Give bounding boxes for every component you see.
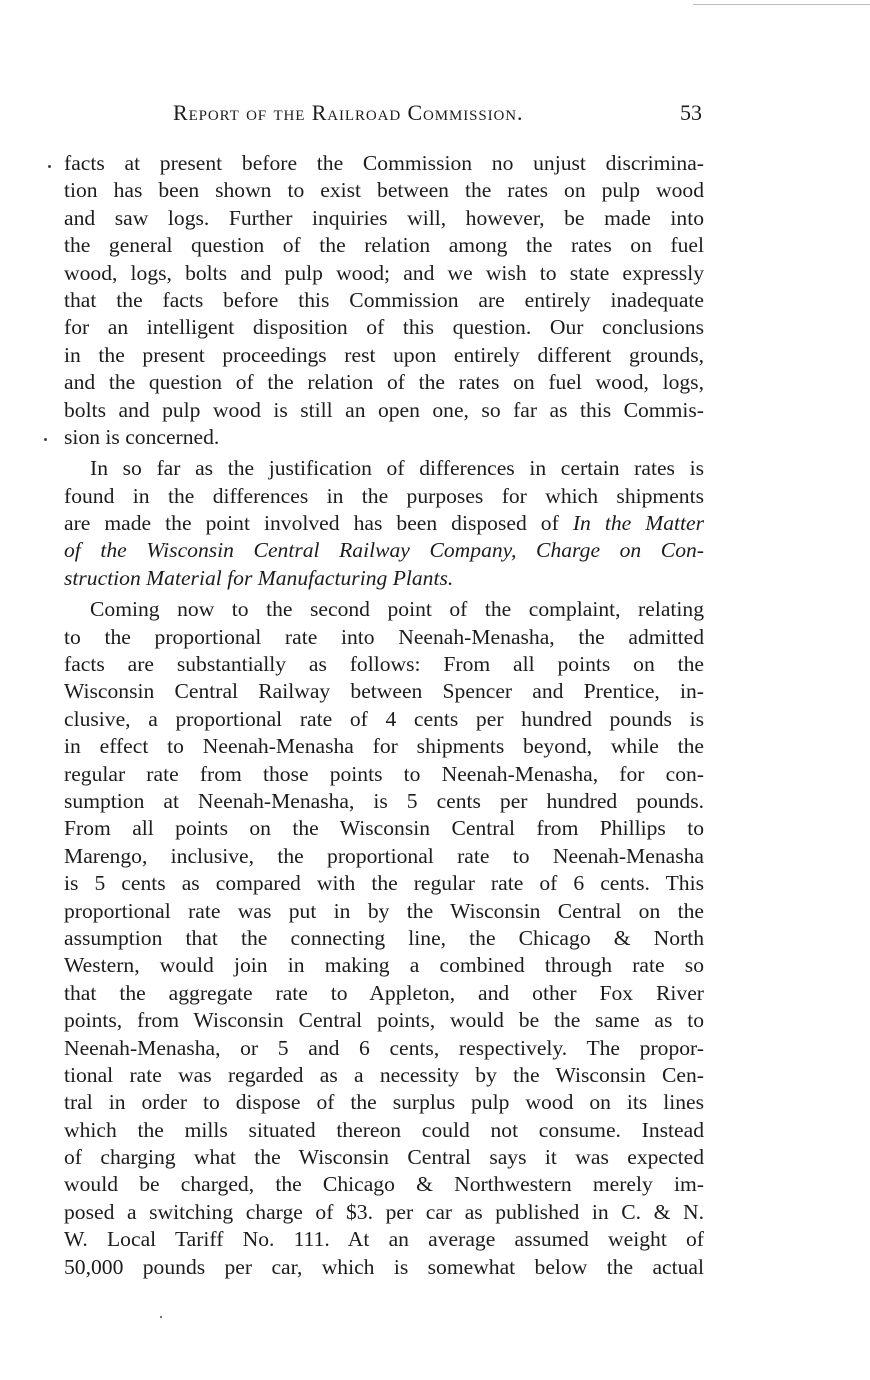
- text-line: and saw logs. Further inquiries will, however, be made into: [64, 205, 704, 230]
- page-number: 53: [680, 100, 702, 125]
- text-line: facts are substantially as follows: From all points on the: [64, 652, 704, 677]
- scan-speck: [48, 165, 51, 168]
- scan-speck: [160, 1316, 162, 1318]
- text-line: tional rate was regarded as a necessity by the Wisconsin Cen-: [64, 1062, 704, 1087]
- text-line: W. Local Tariff No. 111. At an average assumed weight of: [64, 1227, 704, 1252]
- text-line: would be charged, the Chicago & Northwestern merely im-: [64, 1172, 704, 1197]
- text-line: sion is concerned.: [64, 424, 220, 449]
- text-line: that the facts before this Commission are entirely inadequate: [64, 287, 704, 312]
- text-line: found in the differences in the purposes for which shipments: [64, 483, 704, 508]
- paragraph-1: [64, 150, 704, 451]
- text-line: the general question of the relation among the rates on fuel: [64, 233, 704, 258]
- text-line: and the question of the relation of the rates on fuel wood, logs,: [64, 370, 704, 395]
- text-span: are made the point involved has been disposed of: [64, 511, 559, 536]
- text-line: that the aggregate rate to Appleton, and other Fox River: [64, 980, 704, 1005]
- running-head: [66, 100, 704, 132]
- text-line: sumption at Neenah-Menasha, is 5 cents per hundred pounds.: [64, 788, 704, 813]
- text-line-with-citation: [64, 510, 704, 537]
- running-title: Report of the Railroad Commission.: [173, 100, 524, 125]
- text-body: [64, 150, 704, 1281]
- case-citation: In the Matter: [572, 511, 704, 536]
- text-line: clusive, a proportional rate of 4 cents per hundred pounds is: [64, 706, 704, 731]
- text-line: 50,000 pounds per car, which is somewhat below the actual: [64, 1254, 704, 1279]
- paragraph-3: [64, 596, 704, 1281]
- text-line: points, from Wisconsin Central points, would be the same as to: [64, 1008, 704, 1033]
- text-line: posed a switching charge of $3. per car as published in C. & N.: [64, 1199, 704, 1224]
- paragraph-2: [64, 455, 704, 592]
- scan-speck: [44, 438, 47, 441]
- text-line: assumption that the connecting line, the Chicago & North: [64, 925, 704, 950]
- text-line: to the proportional rate into Neenah-Menasha, the admitted: [64, 624, 704, 649]
- text-line: of charging what the Wisconsin Central says it was expected: [64, 1145, 704, 1170]
- text-line: which the mills situated thereon could not consume. Instead: [64, 1117, 704, 1142]
- text-line: From all points on the Wisconsin Central from Phillips to: [64, 816, 704, 841]
- text-line: Marengo, inclusive, the proportional rate to Neenah-Menasha: [64, 843, 704, 868]
- text-line: in effect to Neenah-Menasha for shipments beyond, while the: [64, 734, 704, 759]
- top-edge-rule: [693, 4, 870, 5]
- text-line: proportional rate was put in by the Wisconsin Central on the: [64, 898, 704, 923]
- text-line: Wisconsin Central Railway between Spencer and Prentice, in-: [64, 679, 704, 704]
- text-line: is 5 cents as compared with the regular rate of 6 cents. This: [64, 871, 704, 896]
- text-line: In so far as the justification of differences in certain rates is: [90, 456, 704, 481]
- text-line: tion has been shown to exist between the rates on pulp wood: [64, 178, 704, 203]
- text-line: [64, 565, 704, 592]
- case-citation: of the Wisconsin Central Railway Company, Charge on Con-: [64, 538, 704, 563]
- text-line: for an intelligent disposition of this question. Our conclusions: [64, 315, 704, 340]
- text-line: Coming now to the second point of the complaint, relating: [90, 597, 704, 622]
- text-line: tral in order to dispose of the surplus pulp wood on its lines: [64, 1090, 704, 1115]
- text-line: wood, logs, bolts and pulp wood; and we wish to state expressly: [64, 260, 704, 285]
- text-line: facts at present before the Commission no unjust discrimina-: [64, 151, 704, 175]
- text-line: Western, would join in making a combined through rate so: [64, 953, 704, 978]
- case-citation: struction Material for Manufacturing Plants.: [64, 565, 454, 590]
- text-line: [64, 537, 704, 564]
- text-line: regular rate from those points to Neenah-Menasha, for con-: [64, 761, 704, 786]
- text-line: bolts and pulp wood is still an open one, so far as this Commis-: [64, 397, 704, 422]
- text-line: Neenah-Menasha, or 5 and 6 cents, respectively. The propor-: [64, 1035, 704, 1060]
- text-line: in the present proceedings rest upon entirely different grounds,: [64, 342, 704, 367]
